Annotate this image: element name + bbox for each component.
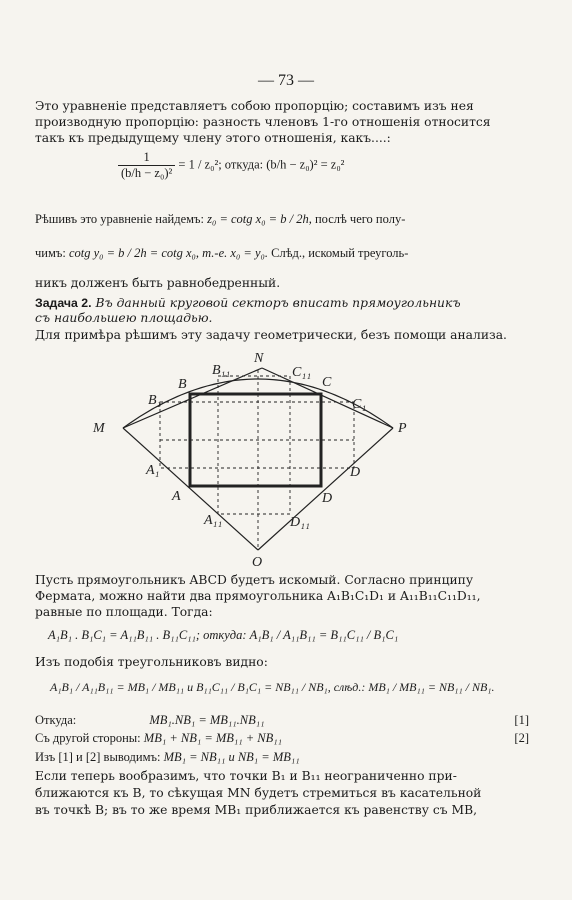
equation-1 [118, 150, 344, 181]
eq1-numerator: 1 [118, 150, 175, 166]
page-number: — 73 — [258, 72, 314, 89]
eq4-lead: Откуда: [35, 713, 77, 727]
equation-5 [35, 731, 282, 746]
para6-line2: ближаются къ B, то сѣкущая MN будетъ стремиться въ касательной [35, 786, 482, 800]
label-c: C [322, 375, 332, 390]
equation-6 [35, 750, 300, 765]
para1-line1: Это уравненіе представляетъ собою пропорцію; составимъ изъ нея [35, 99, 474, 113]
eq4-tag: [1] [514, 713, 529, 727]
label-d1: D [350, 465, 361, 480]
label-p: P [398, 421, 407, 436]
eq6-lead: Изъ [1] и [2] выводимъ: [35, 750, 161, 764]
label-d11: D₁₁ [290, 515, 310, 530]
eq1-denominator: (b/h − z₀)² [121, 166, 173, 180]
label-d: D [322, 491, 333, 506]
label-n: N [254, 351, 264, 366]
para2-text-d: Слѣд., искомый треуголь- [271, 246, 409, 260]
para2-line2 [35, 246, 408, 261]
para2-formula-a: z₀ = cotg x₀ = b / 2h, [207, 212, 312, 226]
para2-line3: никъ долженъ быть равнобедренный. [35, 276, 281, 290]
task-line1 [35, 296, 535, 310]
eq1-mid: = 1 / z₀² [178, 157, 219, 172]
para4-line2: Фермата, можно найти два прямоугольника A₁B₁C₁D₁ и A₁₁B₁₁C₁₁D₁₁, [35, 589, 481, 603]
eq1-right: (b/h − z₀)² = z₀² [266, 157, 345, 172]
equation-3: A₁B₁ / A₁₁B₁₁ = MB₁ / MB₁₁ и B₁₁C₁₁ / B₁C₁ = NB₁₁ / NB₁, слѣд.: MB₁ / MB₁₁ = NB₁₁ / NB₁. [50, 680, 495, 694]
para2-text-a: Рѣшивъ это уравненіе найдемъ: [35, 212, 204, 226]
para2-formula-b: cotg y₀ = b / 2h = cotg x₀, т.-е. x₀ = y₀. [68, 246, 268, 260]
task-label: Задача 2. [35, 296, 92, 310]
para2-text-b: послѣ чего полу- [314, 212, 406, 226]
para6-line3: въ точкѣ B; въ то же время MB₁ приближается къ равенству съ MB, [35, 803, 478, 817]
label-b1: B₁ [148, 393, 162, 408]
label-m: M [93, 421, 105, 436]
para3: Для примѣра рѣшимъ эту задачу геометрически, безъ помощи анализа. [35, 328, 507, 342]
label-c11: C₁₁ [292, 365, 312, 380]
eq1-tail: ; откуда: [218, 157, 264, 172]
sector-figure [0, 340, 572, 570]
label-b11: B₁₁ [212, 363, 231, 378]
eq6-body: MB₁ = NB₁₁ и NB₁ = MB₁₁ [163, 750, 300, 764]
label-b: B [178, 377, 187, 392]
label-a: A [172, 489, 181, 504]
para1-line2: производную пропорцію: разность членовъ 1-го отношенія относится [35, 115, 491, 129]
label-c1: C₁ [352, 397, 367, 412]
para2-text-c: чимъ: [35, 246, 66, 260]
secant-mn [123, 368, 262, 428]
para5: Изъ подобія треугольниковъ видно: [35, 655, 268, 669]
label-a11: A₁₁ [204, 513, 223, 528]
equation-4 [35, 713, 264, 728]
sector-radius-right [258, 428, 393, 550]
eq5-lead: Съ другой стороны: [35, 731, 141, 745]
eq5-tag: [2] [514, 731, 529, 745]
para1-line3: такъ къ предыдущему члену этого отношенія, какъ....: [35, 131, 391, 145]
task-text1: Въ данный круговой секторъ вписать прямоугольникъ [95, 296, 461, 310]
equation-2: A₁B₁ . B₁C₁ = A₁₁B₁₁ . B₁₁C₁₁; откуда: A₁B₁ / A₁₁B₁₁ = B₁₁C₁₁ / B₁C₁ [48, 628, 399, 642]
label-o: O [252, 555, 263, 570]
para2-line1 [35, 212, 405, 227]
eq4-body: MB₁.NB₁ = MB₁₁.NB₁₁ [149, 713, 265, 727]
eq1-fraction [118, 150, 175, 181]
para4-line1: Пусть прямоугольникъ ABCD будетъ искомый. Согласно принципу [35, 573, 474, 587]
para4-line3: равные по площади. Тогда: [35, 605, 213, 619]
para6-line1: Если теперь вообразимъ, что точки B₁ и B₁₁ неограниченно при- [35, 769, 457, 783]
eq5-body: MB₁ + NB₁ = MB₁₁ + NB₁₁ [143, 731, 282, 745]
label-a1: A₁ [146, 463, 160, 478]
task-line2: съ наибольшею площадью. [35, 311, 213, 325]
